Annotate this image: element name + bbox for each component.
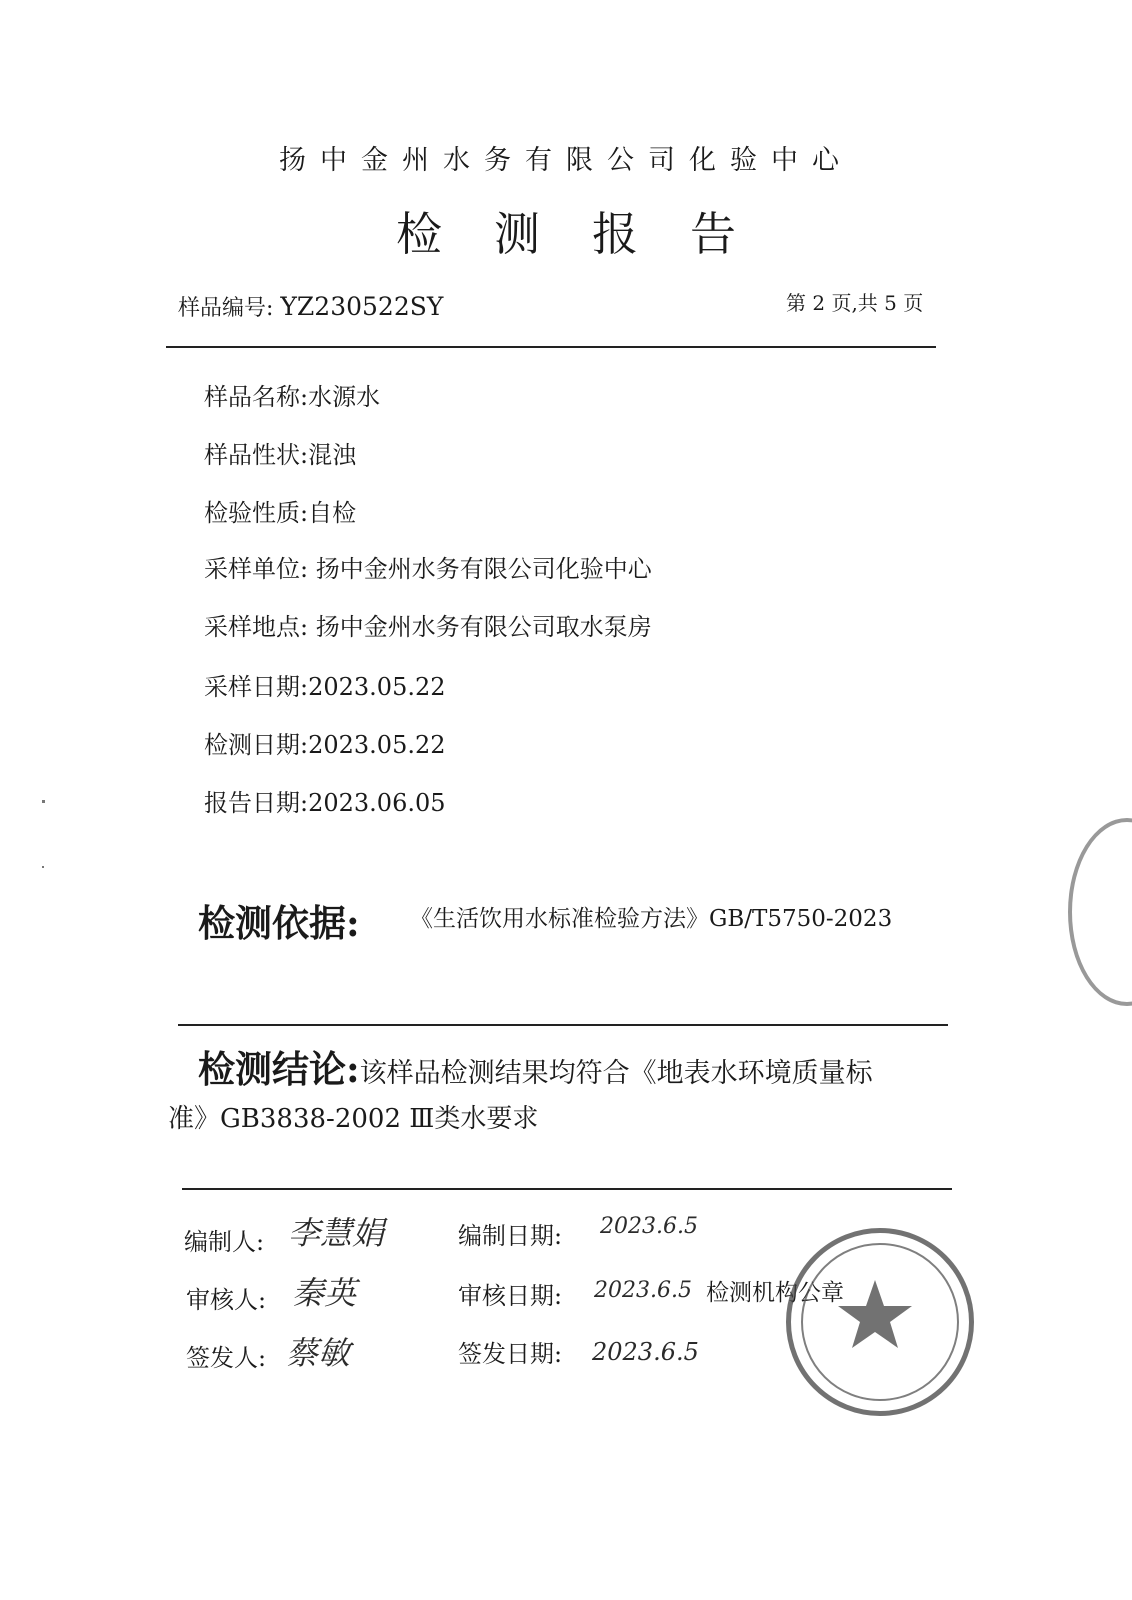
reviewer-label: 审核人:: [186, 1286, 267, 1314]
review-date-handwritten: 2023.6.5: [594, 1278, 692, 1303]
field-sampling-date: [204, 667, 446, 702]
field-value: 水源水: [308, 383, 381, 411]
issue-date-label: 签发日期:: [458, 1340, 563, 1368]
field-label: 采样日期:: [204, 673, 309, 701]
field-test-date: [204, 725, 446, 760]
field-sampling-unit: [204, 549, 652, 584]
field-value: 2023.05.22: [308, 673, 446, 701]
field-value: 混浊: [308, 441, 357, 469]
sample-number-label: 样品编号:: [178, 296, 274, 321]
conclusion: [198, 1040, 958, 1106]
field-label: 采样地点:: [204, 613, 309, 641]
basis-divider: [178, 1024, 948, 1026]
scan-speck: [42, 800, 45, 803]
conclusion-text-continued: 准》GB3838-2002 Ⅲ类水要求: [168, 1104, 539, 1134]
field-label: 样品名称:: [204, 383, 309, 411]
field-sample-appearance: [204, 435, 356, 470]
organization-name: 扬中金州水务有限公司化验中心: [279, 145, 853, 176]
seal-star-icon: [786, 1228, 964, 1406]
review-date-label: 审核日期:: [458, 1282, 563, 1310]
report-title: 检测报告: [396, 207, 788, 261]
reviewer-signature: 秦英: [292, 1274, 357, 1312]
field-value: 2023.06.05: [308, 789, 446, 817]
sample-number-value: YZ230522SY: [280, 292, 444, 321]
field-label: 采样单位:: [204, 555, 309, 583]
official-seal-stamp: [786, 1228, 974, 1416]
partial-seal-stamp: [1068, 818, 1132, 1006]
field-label: 报告日期:: [204, 789, 309, 817]
sample-number: [178, 291, 443, 322]
field-value: 2023.05.22: [308, 731, 446, 759]
field-sample-name: [204, 377, 380, 412]
field-value: 扬中金州水务有限公司取水泵房: [308, 613, 652, 641]
issuer-signature: 蔡敏: [286, 1334, 351, 1372]
field-inspection-type: [204, 493, 356, 528]
scan-speck: [42, 866, 44, 868]
conclusion-divider: [182, 1188, 952, 1190]
preparer-label: 编制人:: [184, 1228, 265, 1256]
field-label: 检验性质:: [204, 499, 309, 527]
page-info: 第 2 页,共 5 页: [786, 291, 924, 315]
field-report-date: [204, 783, 446, 818]
seal-caption: 检测机构公章: [706, 1280, 844, 1306]
basis-label: 检测依据:: [198, 901, 360, 945]
field-value: 自检: [308, 499, 357, 527]
issue-date-handwritten: 2023.6.5: [592, 1338, 699, 1366]
basis-value: 《生活饮用水标准检验方法》GB/T5750-2023: [410, 906, 893, 932]
conclusion-text: 该样品检测结果均符合《地表水环境质量标: [359, 1058, 873, 1089]
conclusion-label: 检测结论:: [198, 1047, 360, 1091]
field-value: 扬中金州水务有限公司化验中心: [308, 555, 652, 583]
field-sampling-location: [204, 607, 652, 642]
preparer-signature: 李慧娟: [288, 1214, 385, 1252]
prepare-date-handwritten: 2023.6.5: [600, 1214, 698, 1239]
prepare-date-label: 编制日期:: [458, 1222, 563, 1250]
field-label: 检测日期:: [204, 731, 309, 759]
issuer-label: 签发人:: [186, 1344, 267, 1372]
header-divider: [166, 346, 936, 348]
field-label: 样品性状:: [204, 441, 309, 469]
